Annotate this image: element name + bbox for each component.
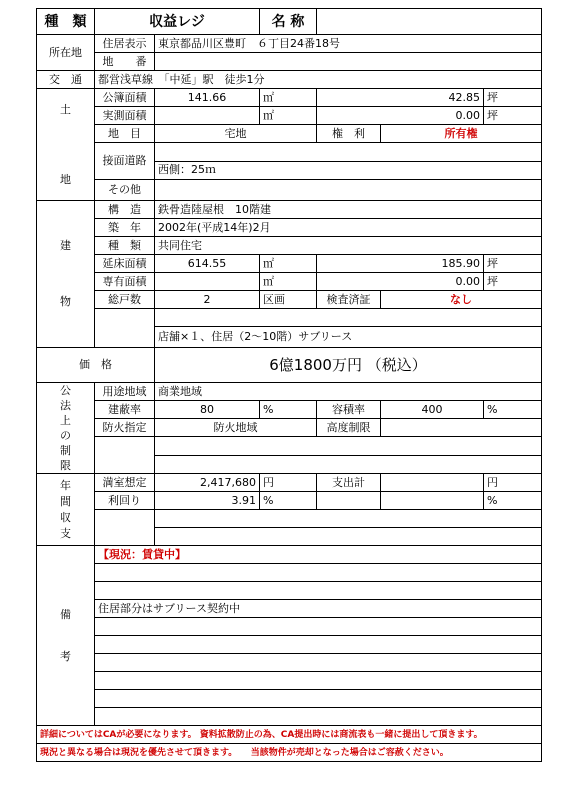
- expense-unit: 円: [484, 474, 542, 492]
- building-note: 店舗×１、住居（2～10階）サブリース: [155, 327, 542, 348]
- floor-area-label: 延床面積: [95, 255, 155, 273]
- income-spacer: [95, 510, 155, 546]
- exclusive-tsubo-value: 0.00: [317, 273, 484, 291]
- units-value: 2: [155, 291, 260, 309]
- name-label: 名 称: [260, 9, 317, 35]
- yield-blank-2: [381, 492, 484, 510]
- legal-blank-1: [155, 437, 542, 456]
- other-value: [155, 180, 542, 201]
- coverage-value: 80: [155, 401, 260, 419]
- survey-area-value: [155, 107, 260, 125]
- lot-label: 地 番: [95, 53, 155, 71]
- use-zone-label: 用途地域: [95, 383, 155, 401]
- name-value: [317, 9, 542, 35]
- remarks-line: [95, 636, 542, 654]
- footer-note-1: 詳細についてはCAが必要になります。 資料拡散防止の為、CA提出時には商流表も一緒に提出して頂きます。: [37, 726, 542, 744]
- registry-tsubo-unit: 坪: [484, 89, 542, 107]
- type-value: 収益レジ: [95, 9, 260, 35]
- lot-value: [155, 53, 542, 71]
- legal-label: [37, 383, 95, 474]
- structure-value: 鉄骨造陸屋根 10階建: [155, 201, 542, 219]
- legal-label-char: 制: [60, 444, 71, 457]
- registry-area-label: 公簿面積: [95, 89, 155, 107]
- yield-unit: %: [260, 492, 317, 510]
- remarks-line: [95, 708, 542, 726]
- full-occupancy-label: 満室想定: [95, 474, 155, 492]
- remarks-label-bottom: 考: [60, 649, 71, 663]
- building-kind-label: 種 類: [95, 237, 155, 255]
- rights-label: 権 利: [317, 125, 381, 143]
- inspection-value: なし: [381, 291, 542, 309]
- transport-value: 都営浅草線 「中延」駅 徒歩1分: [95, 71, 542, 89]
- building-label: [37, 201, 95, 348]
- height-limit-label: 高度制限: [317, 419, 381, 437]
- floor-area-unit: ㎡: [260, 255, 317, 273]
- land-category-value: 宅地: [155, 125, 317, 143]
- remarks-label: [37, 546, 95, 726]
- remarks-line: [95, 690, 542, 708]
- far-unit: %: [484, 401, 542, 419]
- survey-tsubo-value: 0.00: [317, 107, 484, 125]
- legal-blank-2: [155, 456, 542, 474]
- coverage-unit: %: [260, 401, 317, 419]
- full-occupancy-value: 2,417,680: [155, 474, 260, 492]
- expense-value: [381, 474, 484, 492]
- header-row: [37, 9, 542, 35]
- property-table: [36, 8, 542, 762]
- type-label: 種 類: [37, 9, 95, 35]
- road-label: 接面道路: [95, 143, 155, 180]
- legal-label-char: の: [60, 429, 71, 442]
- price-label: 価 格: [37, 348, 155, 383]
- location-label: 所在地: [37, 35, 95, 71]
- inspection-label: 検査済証: [317, 291, 381, 309]
- structure-label: 構 造: [95, 201, 155, 219]
- legal-spacer: [95, 437, 155, 474]
- remarks-line: [95, 564, 542, 582]
- yield-blank: [317, 492, 381, 510]
- registry-area-value: 141.66: [155, 89, 260, 107]
- exclusive-area-label: 専有面積: [95, 273, 155, 291]
- built-year-value: 2002年(平成14年)2月: [155, 219, 542, 237]
- residence-label: 住居表示: [95, 35, 155, 53]
- legal-label-char: 上: [60, 414, 71, 427]
- remarks-line: [95, 672, 542, 690]
- expense-label: 支出計: [317, 474, 381, 492]
- remarks-line: [95, 582, 542, 600]
- floor-tsubo-value: 185.90: [317, 255, 484, 273]
- land-label: [37, 89, 95, 201]
- footer-note-2: 現況と異なる場合は現況を優先させて頂きます。 当該物件が売却となった場合はご容赦ください。: [37, 744, 542, 762]
- units-label: 総戸数: [95, 291, 155, 309]
- land-label-top: 土: [60, 102, 71, 116]
- rights-value: 所有権: [381, 125, 542, 143]
- residence-value: 東京都品川区豊町 ６丁目24番18号: [155, 35, 542, 53]
- road-blank: [155, 143, 542, 162]
- exclusive-area-unit: ㎡: [260, 273, 317, 291]
- fire-zone-value: 防火地域: [155, 419, 317, 437]
- use-zone-value: 商業地域: [155, 383, 542, 401]
- far-label: 容積率: [317, 401, 381, 419]
- building-note-blank: [155, 309, 542, 327]
- survey-area-unit: ㎡: [260, 107, 317, 125]
- yield-unit-2: %: [484, 492, 542, 510]
- income-label: [37, 474, 95, 546]
- income-label-char: 間: [60, 494, 71, 508]
- remarks-line: 住居部分はサブリース契約中: [95, 600, 542, 618]
- remarks-line: [95, 618, 542, 636]
- price-value: 6億1800万円 （税込）: [155, 348, 542, 383]
- building-kind-value: 共同住宅: [155, 237, 542, 255]
- built-year-label: 築 年: [95, 219, 155, 237]
- building-label-bottom: 物: [60, 295, 71, 308]
- zoning-label: 区画: [260, 291, 317, 309]
- yield-value: 3.91: [155, 492, 260, 510]
- land-category-label: 地 目: [95, 125, 155, 143]
- income-blank-2: [155, 528, 542, 546]
- income-label-char: 収: [60, 510, 71, 524]
- building-label-top: 建: [60, 239, 71, 252]
- registry-tsubo-value: 42.85: [317, 89, 484, 107]
- income-label-char: 年: [60, 478, 71, 492]
- road-value: 西側：25ｍ: [155, 161, 542, 180]
- exclusive-tsubo-unit: 坪: [484, 273, 542, 291]
- property-sheet: [36, 8, 541, 788]
- other-label: その他: [95, 180, 155, 201]
- coverage-label: 建蔽率: [95, 401, 155, 419]
- land-label-bottom: 地: [60, 172, 71, 186]
- fire-zone-label: 防火指定: [95, 419, 155, 437]
- yield-label: 利回り: [95, 492, 155, 510]
- remarks-line: [95, 654, 542, 672]
- floor-area-value: 614.55: [155, 255, 260, 273]
- legal-label-char: 法: [60, 399, 71, 412]
- survey-area-label: 実測面積: [95, 107, 155, 125]
- exclusive-area-value: [155, 273, 260, 291]
- survey-tsubo-unit: 坪: [484, 107, 542, 125]
- remarks-label-top: 備: [60, 607, 71, 621]
- height-limit-value: [381, 419, 542, 437]
- full-occupancy-unit: 円: [260, 474, 317, 492]
- income-blank-1: [155, 510, 542, 528]
- transport-label: 交 通: [37, 71, 95, 89]
- income-label-char: 支: [60, 526, 71, 540]
- building-note-spacer: [95, 309, 155, 348]
- legal-label-char: 公: [60, 384, 71, 397]
- floor-tsubo-unit: 坪: [484, 255, 542, 273]
- registry-area-unit: ㎡: [260, 89, 317, 107]
- legal-label-char: 限: [60, 459, 71, 472]
- far-value: 400: [381, 401, 484, 419]
- remarks-status: 【現況：賃貸中】: [95, 546, 542, 564]
